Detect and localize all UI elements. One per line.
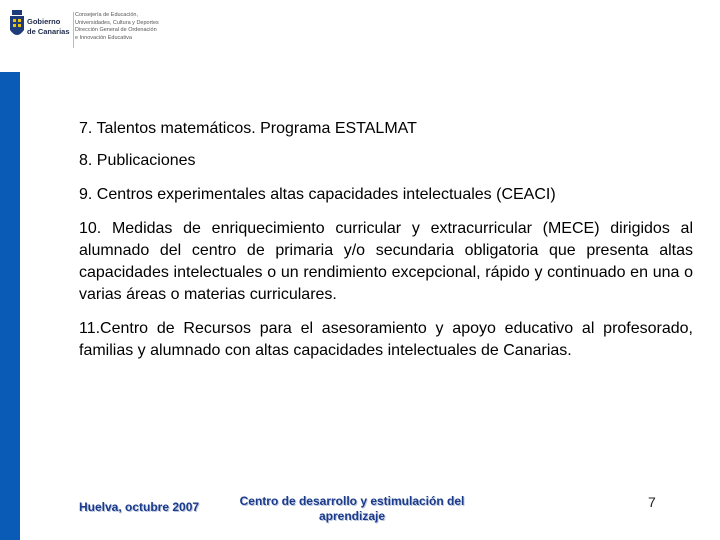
header	[0, 0, 720, 72]
list-item: 7. Talentos matemáticos. Programa ESTALMAT	[79, 120, 417, 137]
list-item: 11.Centro de Recursos para el asesoramiento y apoyo educativo al profesorado, familias y alumnado con altas capacidades intelectuales de Canarias.	[79, 320, 693, 359]
list-item: 10. Medidas de enriquecimiento curricular y extracurricular (MECE) dirigidos al alumnado del centro de primaria y/o secundaria obligatoria que presenta altas capacidades intelectuales o un rendimiento excepcional, rápido y continuado en una o varias áreas o materias curriculares.	[79, 220, 693, 303]
department-line-1: Consejería de Educación,	[75, 12, 138, 18]
footer-title: Centro de desarrollo y estimulación del aprendizaje	[239, 494, 465, 523]
list-item: 8. Publicaciones	[79, 152, 196, 169]
slide-content	[79, 118, 693, 374]
logo-line-1: Gobierno	[27, 17, 61, 26]
header-divider	[73, 12, 74, 48]
department-block	[75, 12, 170, 42]
footer-date: Huelva, octubre 2007	[79, 500, 200, 514]
list-item: 9. Centros experimentales altas capacidades intelectuales (CEACI)	[79, 186, 556, 203]
left-accent-bar	[0, 72, 20, 540]
gobierno-de-canarias-logo	[9, 10, 71, 42]
page-number: 7	[648, 494, 656, 510]
department-line-4: e Innovación Educativa	[75, 34, 132, 41]
coat-of-arms-icon	[9, 10, 25, 40]
department-line-2: Universidades, Cultura y Deportes	[75, 19, 159, 26]
logo-line-2: de Canarias	[27, 27, 70, 36]
department-line-3: Dirección General de Ordenación	[75, 27, 157, 33]
